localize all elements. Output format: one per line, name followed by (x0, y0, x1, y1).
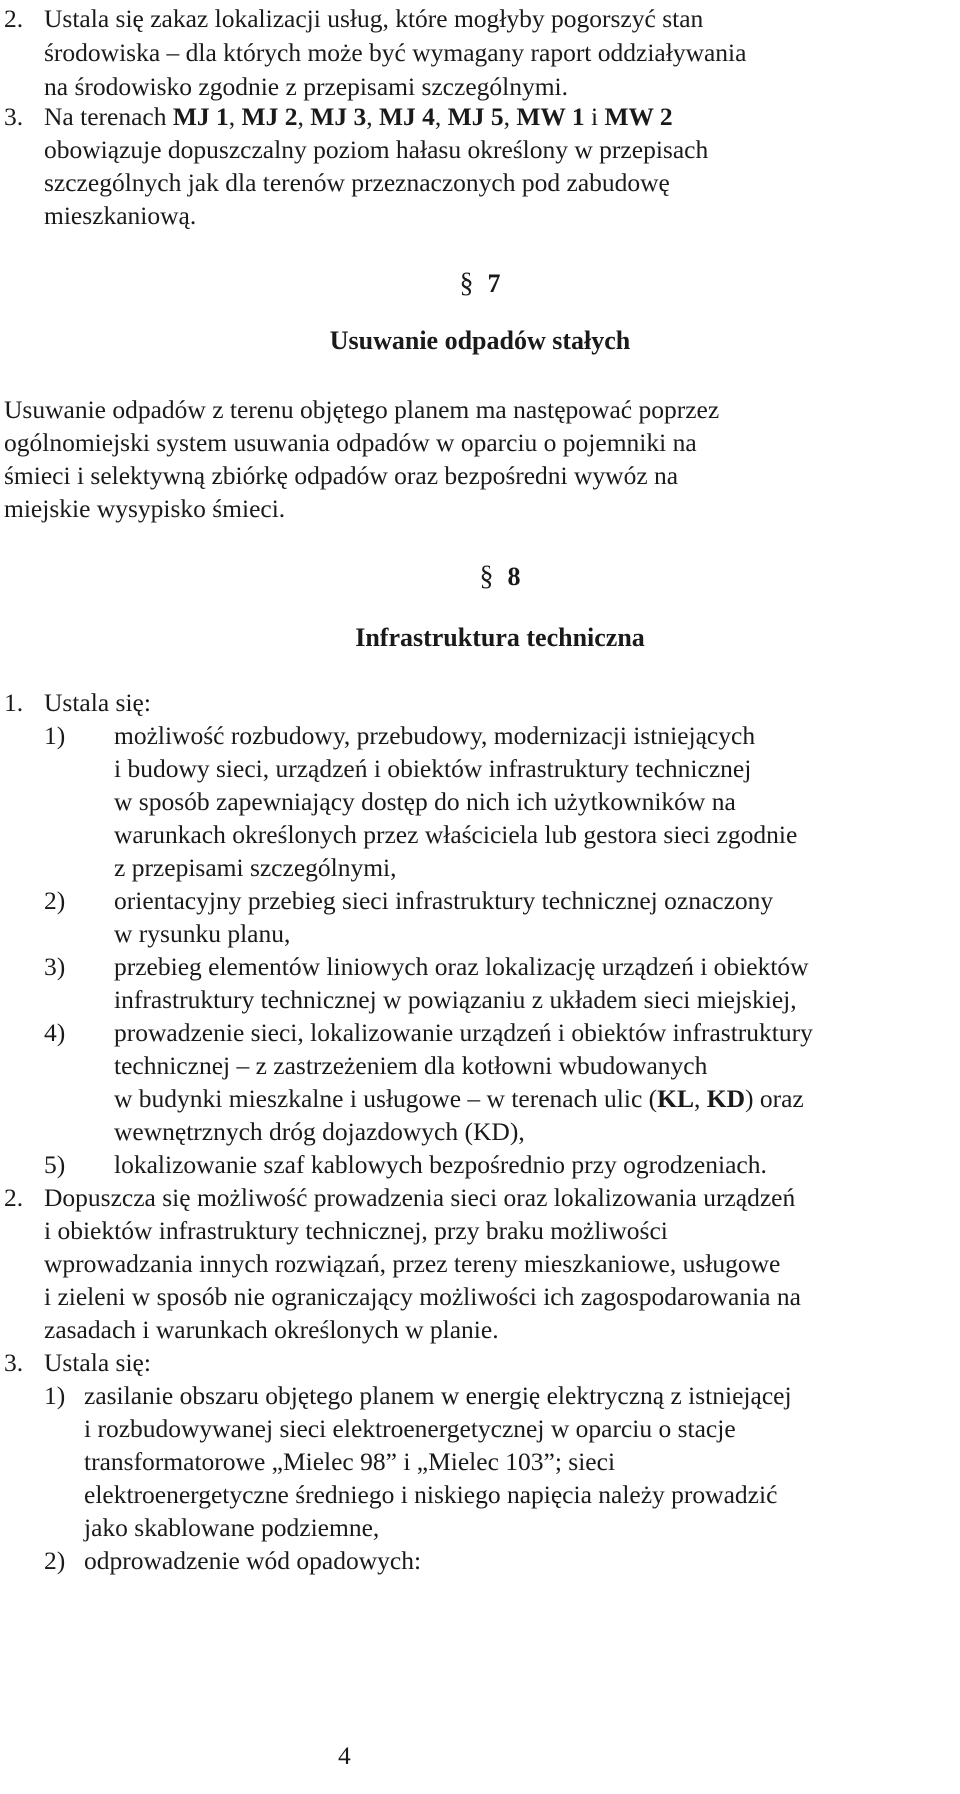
zone-mj3: MJ 3 (310, 102, 367, 131)
zone-kl: KL (657, 1084, 694, 1113)
s8-p1-item-4-line-1: prowadzenie sieci, lokalizowanie urządzeń i obiektów infrastruktury (114, 1018, 813, 1047)
section-symbol-icon: § (459, 268, 474, 299)
s8-p3-item-1-line-4: elektroenergetyczne średniego i niskiego napięcia należy prowadzić (84, 1480, 778, 1509)
s8-p1-item-4-line-4: wewnętrznych dróg dojazdowych (KD), (114, 1117, 525, 1146)
s8-p1-item-5-number: 5) (44, 1150, 66, 1179)
s8-p3-head: Ustala się: (44, 1348, 151, 1377)
s8-p1-item-4-line-2: technicznej – z zastrzeżeniem dla kotłowni wbudowanych (114, 1051, 708, 1080)
intro-item-2-number: 2. (4, 4, 24, 33)
s8-p1-item-3-line-2: infrastruktury technicznej w powiązaniu z układem sieci miejskiej, (114, 985, 797, 1014)
s8-p2-line-3: wprowadzania innych rozwiązań, przez tereny mieszkaniowe, usługowe (44, 1249, 781, 1278)
s8-p3-item-2-number: 2) (44, 1546, 66, 1575)
s8-p3-item-1-line-1: zasilanie obszaru objętego planem w energię elektryczną z istniejącej (84, 1381, 792, 1410)
section-symbol-icon: § (479, 561, 494, 592)
s8-p3-item-1-line-2: i rozbudowywanej sieci elektroenergetycznej w oparciu o stacje (84, 1414, 736, 1443)
zone-mj2: MJ 2 (241, 102, 298, 131)
s8-p3-item-2-line-1: odprowadzenie wód opadowych: (84, 1546, 422, 1575)
s8-p3-item-1-line-3: transformatorowe „Mielec 98” i „Mielec 103”; sieci (84, 1447, 616, 1476)
s8-p3-number: 3. (4, 1348, 24, 1377)
s8-p1-item-3-number: 3) (44, 952, 66, 981)
section-7-heading: § 7 (459, 268, 501, 299)
section-8-title: Infrastruktura techniczna (355, 623, 645, 652)
s8-p2-line-1: Dopuszcza się możliwość prowadzenia sieci oraz lokalizowania urządzeń (44, 1183, 796, 1212)
zone-kd: KD (706, 1084, 745, 1113)
s8-p1-head: Ustala się: (44, 688, 151, 717)
intro-item-2-line-1: Ustala się zakaz lokalizacji usług, które mogłyby pogorszyć stan (44, 4, 704, 33)
s8-p2-line-4: i zieleni w sposób nie ograniczający możliwości ich zagospodarowania na (44, 1282, 801, 1311)
s8-p1-item-1-line-4: warunkach określonych przez właściciela lub gestora sieci zgodnie (114, 820, 798, 849)
intro-item-3-line-2: obowiązuje dopuszczalny poziom hałasu określony w przepisach (44, 135, 709, 164)
section-7-line-1: Usuwanie odpadów z terenu objętego planem ma następować poprzez (4, 395, 720, 424)
s8-p3-item-1-number: 1) (44, 1381, 66, 1410)
intro-item-2-line-2: środowiska – dla których może być wymagany raport oddziaływania (44, 38, 747, 67)
page-number: 4 (338, 1741, 351, 1770)
zone-mj5: MJ 5 (447, 102, 504, 131)
intro-item-2-line-3: na środowisko zgodnie z przepisami szczególnymi. (44, 72, 569, 101)
s8-p1-item-2-line-1: orientacyjny przebieg sieci infrastruktury technicznej oznaczony (114, 886, 774, 915)
intro-item-3-number: 3. (4, 102, 24, 131)
s8-p3-item-1-line-5: jako skablowane podziemne, (84, 1513, 380, 1542)
section-7-line-2: ogólnomiejski system usuwania odpadów w oparciu o pojemniki na (4, 428, 697, 457)
section-7-title: Usuwanie odpadów stałych (329, 326, 631, 355)
section-7-line-4: miejskie wysypisko śmieci. (4, 494, 286, 523)
s8-p1-item-2-line-2: w rysunku planu, (114, 919, 291, 948)
s8-p1-item-4-line-3: w budynki mieszkalne i usługowe – w terenach ulic (KL, KD) oraz (114, 1084, 804, 1113)
zone-mj1: MJ 1 (172, 102, 229, 131)
section-8-heading: § 8 (479, 561, 521, 592)
s8-p1-number: 1. (4, 688, 24, 717)
s8-p1-item-1-line-2: i budowy sieci, urządzeń i obiektów infrastruktury technicznej (114, 754, 752, 783)
intro-item-3-line-3: szczególnych jak dla terenów przeznaczonych pod zabudowę (44, 168, 670, 197)
s8-p1-item-5-line-1: lokalizowanie szaf kablowych bezpośrednio przy ogrodzeniach. (114, 1150, 767, 1179)
intro-item-3-line-4: mieszkaniową. (44, 201, 197, 230)
s8-p1-item-1-line-1: możliwość rozbudowy, przebudowy, modernizacji istniejących (114, 721, 756, 750)
s8-p1-item-1-line-3: w sposób zapewniający dostęp do nich ich użytkowników na (114, 787, 736, 816)
s8-p2-line-2: i obiektów infrastruktury technicznej, przy braku możliwości (44, 1216, 668, 1245)
s8-p1-item-4-number: 4) (44, 1018, 66, 1047)
s8-p2-line-5: zasadach i warunkach określonych w planie. (44, 1315, 499, 1344)
zone-mj4: MJ 4 (378, 102, 435, 131)
intro-item-3-line-1: Na terenach MJ 1, MJ 2, MJ 3, MJ 4, MJ 5, MW 1 i MW 2 (44, 102, 673, 131)
s8-p1-item-1-line-5: z przepisami szczególnymi, (114, 853, 397, 882)
s8-p2-number: 2. (4, 1183, 24, 1212)
section-7-line-3: śmieci i selektywną zbiórkę odpadów oraz bezpośredni wywóz na (4, 461, 679, 490)
s8-p1-item-3-line-1: przebieg elementów liniowych oraz lokalizację urządzeń i obiektów (114, 952, 809, 981)
s8-p1-item-2-number: 2) (44, 886, 66, 915)
zone-mw1: MW 1 (516, 102, 585, 131)
s8-p1-item-1-number: 1) (44, 721, 66, 750)
zone-mw2: MW 2 (604, 102, 673, 131)
